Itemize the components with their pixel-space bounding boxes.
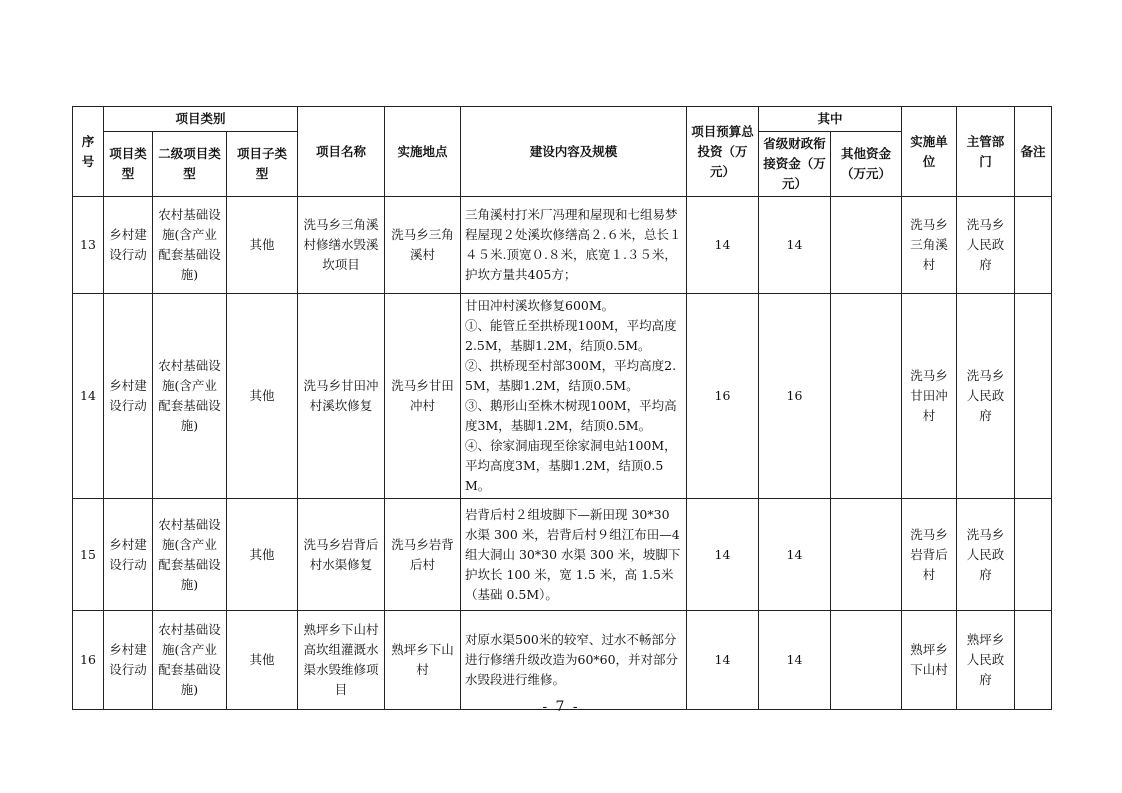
header-category-group: 项目类别 — [104, 107, 298, 132]
table-row — [73, 294, 1052, 499]
cell-budget: 14 — [687, 499, 759, 611]
cell-dept: 洗马乡人民政府 — [957, 499, 1015, 611]
page-number: - 7 - — [542, 699, 580, 715]
cell-budget: 16 — [687, 294, 759, 499]
header-seq: 序号 — [73, 107, 104, 197]
cell-location: 洗马乡岩背后村 — [385, 499, 461, 611]
table-row — [73, 499, 1052, 611]
cell-content: 甘田冲村溪坎修复600M。 ①、能管丘至拱桥现100M，平均高度2.5M，基脚1.2M，结顶0.5M。 ②、拱桥现至村部300M，平均高度2.5M，基脚1.2M，结顶0.5M。 ③、鹅形山至株木树现100M，平均高度3M，基脚1.2M，结顶0.5M。 ④、徐家洞庙现至徐家洞电站100M，平均高度3M，基脚1.2M，结顶0.5M。 — [461, 294, 687, 499]
cell-seq: 16 — [73, 611, 104, 710]
cell-cat-level2: 农村基础设施(含产业配套基础设施) — [153, 294, 227, 499]
header-dept: 主管部门 — [957, 107, 1015, 197]
cell-other — [831, 611, 902, 710]
cell-cat-level2: 农村基础设施(含产业配套基础设施) — [153, 611, 227, 710]
cell-remark — [1015, 197, 1052, 294]
cell-remark — [1015, 499, 1052, 611]
cell-content: 岩背后村２组坡脚下—新田现 30*30水渠 300 米，岩背后村９组江布田—4组大洞山 30*30 水渠 300 米，坡脚下护坎长 100 米，宽 1.5 米，高 1.5米（基础 0.5M）。 — [461, 499, 687, 611]
cell-cat-level2: 农村基础设施(含产业配套基础设施) — [153, 499, 227, 611]
header-provincial: 省级财政衔接资金（万元） — [759, 132, 831, 197]
cell-name: 洗马乡三角溪村修缮水毁溪坎项目 — [298, 197, 385, 294]
cell-name: 洗马乡岩背后村水渠修复 — [298, 499, 385, 611]
header-name: 项目名称 — [298, 107, 385, 197]
cell-dept: 熟坪乡人民政府 — [957, 611, 1015, 710]
cell-content: 三角溪村打米厂冯理和屋现和七组易梦程屋现２处溪坎修缮高２.６米，总长１４５米.顶宽０.８米，底宽１.３５米，护坎方量共405方； — [461, 197, 687, 294]
cell-provincial: 16 — [759, 294, 831, 499]
cell-seq: 15 — [73, 499, 104, 611]
cell-cat-sub: 其他 — [227, 197, 298, 294]
cell-cat-sub: 其他 — [227, 499, 298, 611]
cell-cat-type: 乡村建设行动 — [104, 611, 153, 710]
cell-dept: 洗马乡人民政府 — [957, 197, 1015, 294]
table-row — [73, 197, 1052, 294]
cell-provincial: 14 — [759, 197, 831, 294]
cell-name: 洗马乡甘田冲村溪坎修复 — [298, 294, 385, 499]
cell-cat-type: 乡村建设行动 — [104, 294, 153, 499]
header-budget: 项目预算总投资（万元） — [687, 107, 759, 197]
cell-cat-type: 乡村建设行动 — [104, 197, 153, 294]
cell-budget: 14 — [687, 197, 759, 294]
cell-location: 洗马乡三角溪村 — [385, 197, 461, 294]
cell-dept: 洗马乡人民政府 — [957, 294, 1015, 499]
cell-content: 对原水渠500米的较窄、过水不畅部分进行修缮升级改造为60*60，并对部分水毁段进行维修。 — [461, 611, 687, 710]
cell-provincial: 14 — [759, 499, 831, 611]
cell-seq: 14 — [73, 294, 104, 499]
header-remark: 备注 — [1015, 107, 1052, 197]
table-row — [73, 611, 1052, 710]
cell-remark — [1015, 294, 1052, 499]
header-cat-sub: 项目子类型 — [227, 132, 298, 197]
cell-unit: 熟坪乡下山村 — [902, 611, 957, 710]
header-location: 实施地点 — [385, 107, 461, 197]
cell-cat-sub: 其他 — [227, 294, 298, 499]
cell-cat-sub: 其他 — [227, 611, 298, 710]
cell-cat-level2: 农村基础设施(含产业配套基础设施) — [153, 197, 227, 294]
cell-unit: 洗马乡三角溪村 — [902, 197, 957, 294]
header-other: 其他资金（万元） — [831, 132, 902, 197]
header-content: 建设内容及规模 — [461, 107, 687, 197]
header-cat-type: 项目类型 — [104, 132, 153, 197]
cell-unit: 洗马乡甘田冲村 — [902, 294, 957, 499]
cell-other — [831, 294, 902, 499]
cell-seq: 13 — [73, 197, 104, 294]
cell-provincial: 14 — [759, 611, 831, 710]
cell-cat-type: 乡村建设行动 — [104, 499, 153, 611]
cell-name: 熟坪乡下山村高坎组灌溉水渠水毁维修项目 — [298, 611, 385, 710]
project-table — [72, 106, 1052, 710]
cell-unit: 洗马乡岩背后村 — [902, 499, 957, 611]
cell-location: 熟坪乡下山村 — [385, 611, 461, 710]
cell-budget: 14 — [687, 611, 759, 710]
cell-other — [831, 197, 902, 294]
cell-other — [831, 499, 902, 611]
header-cat-level2: 二级项目类型 — [153, 132, 227, 197]
header-unit: 实施单位 — [902, 107, 957, 197]
cell-location: 洗马乡甘田冲村 — [385, 294, 461, 499]
header-among: 其中 — [759, 107, 902, 132]
cell-remark — [1015, 611, 1052, 710]
